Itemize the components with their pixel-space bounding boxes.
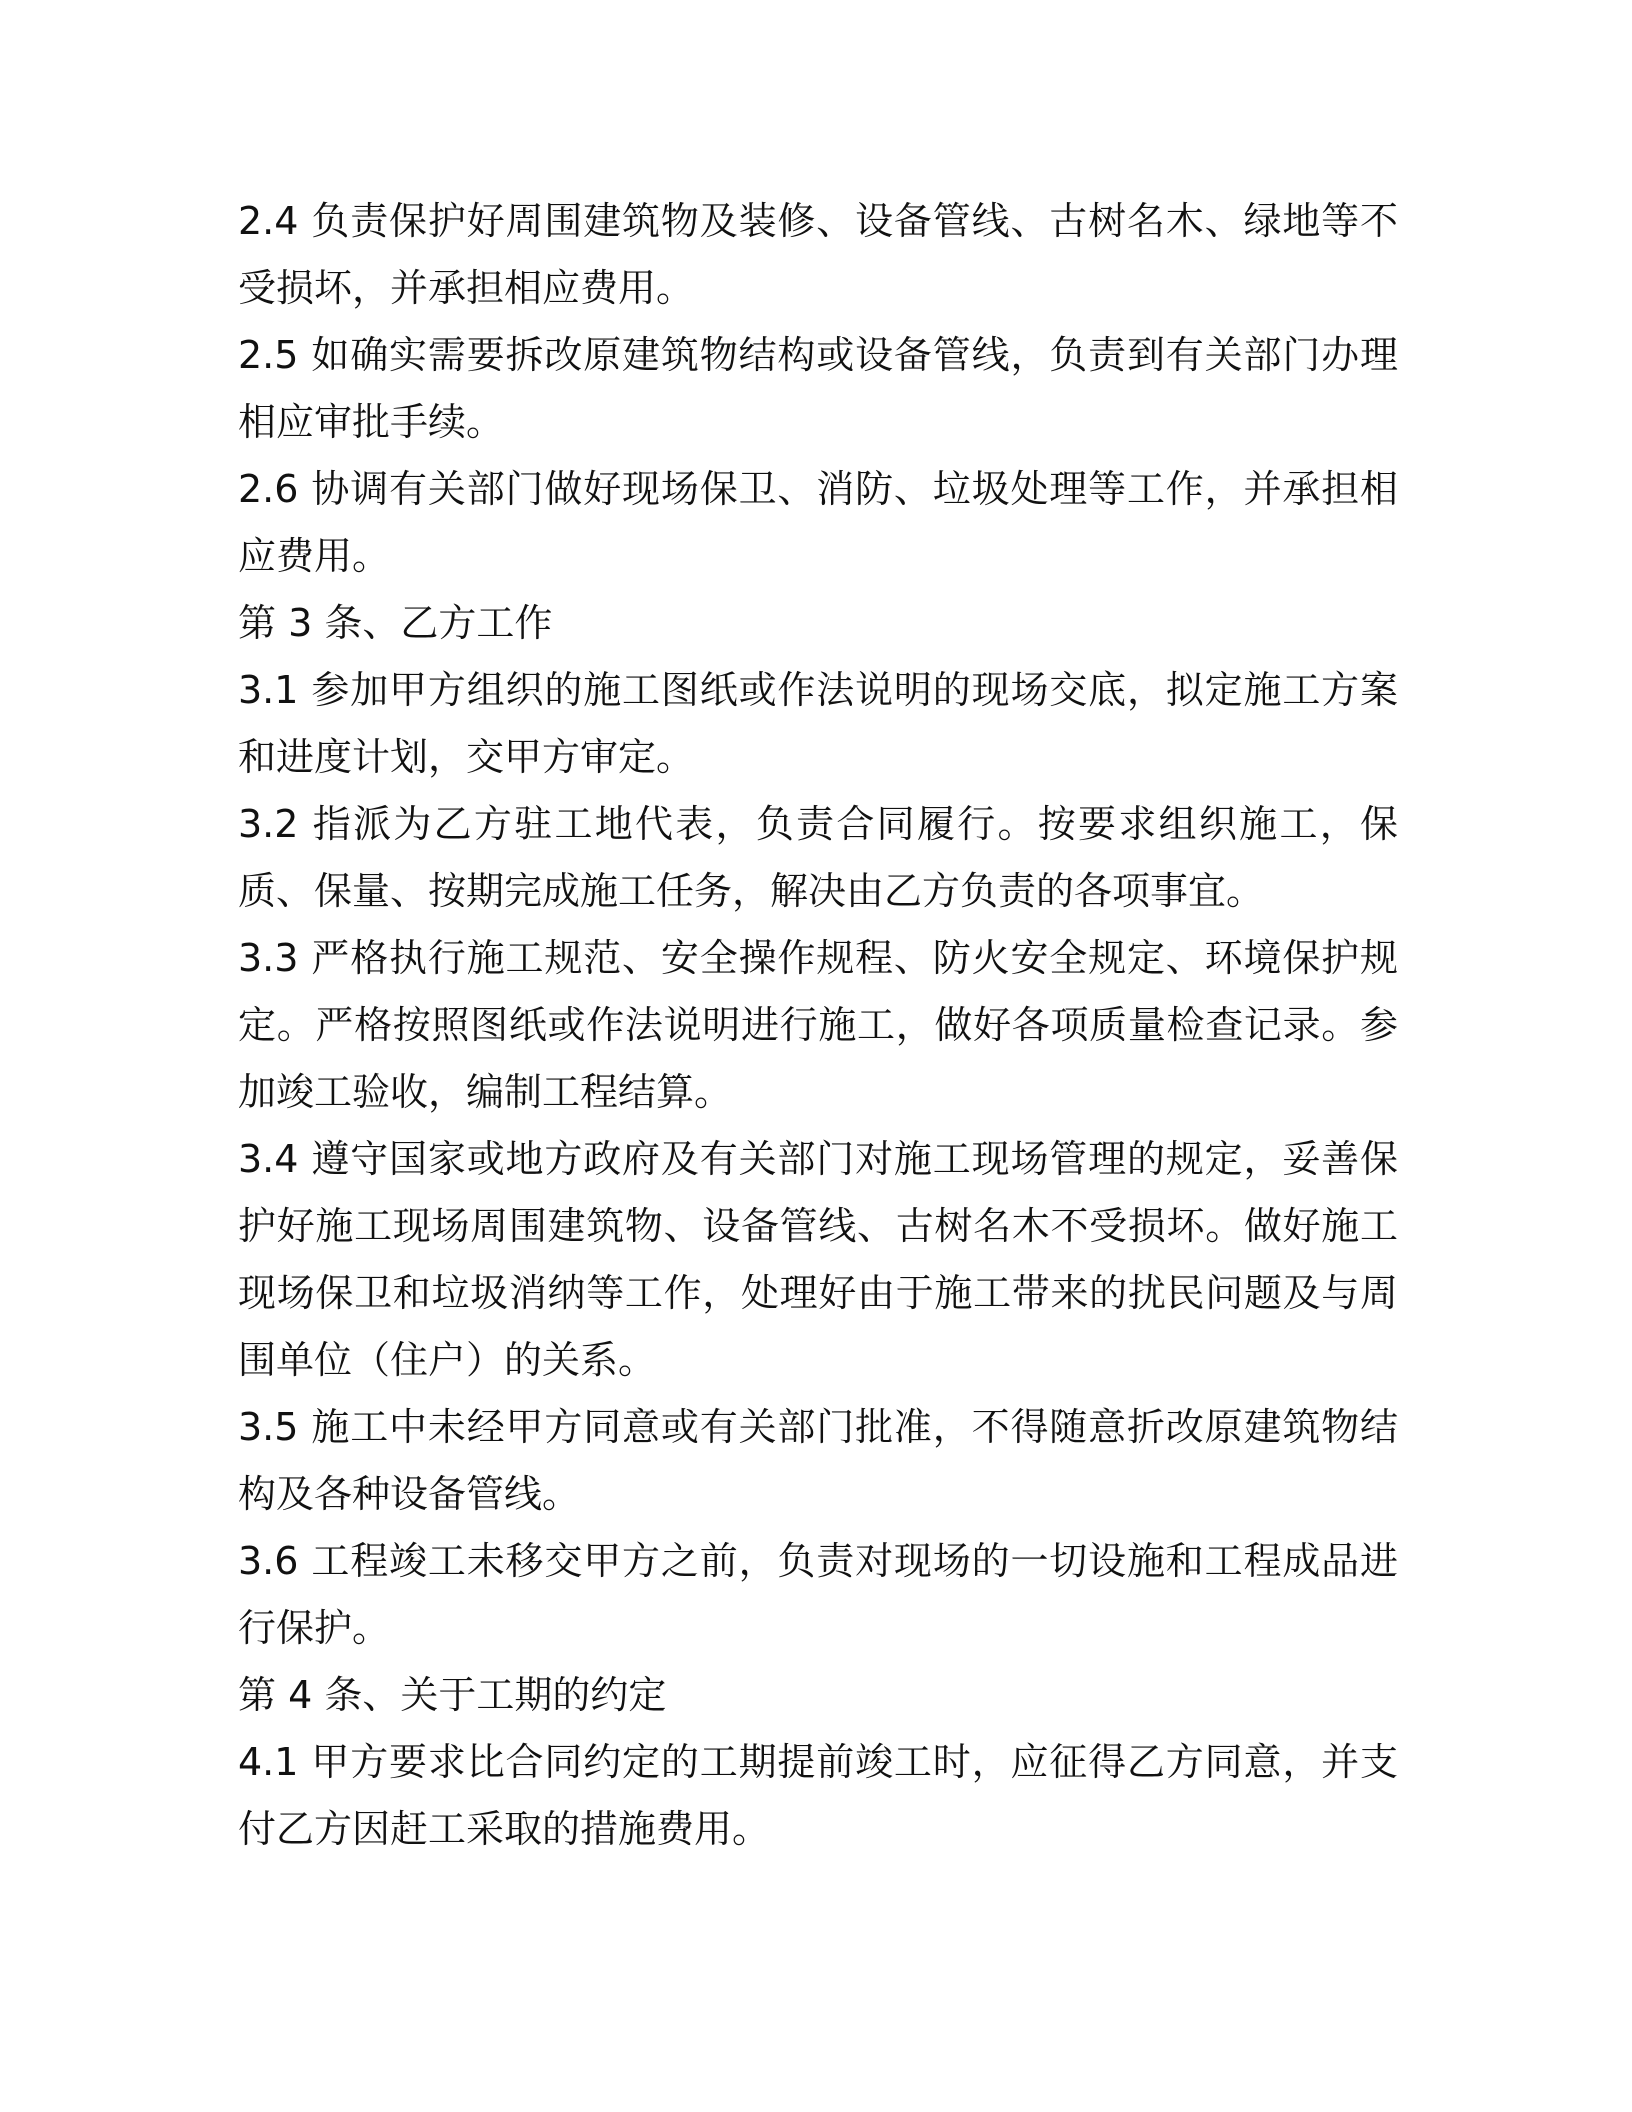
- clause-2-6: 2.6 协调有关部门做好现场保卫、消防、垃圾处理等工作，并承担相应费用。: [238, 467, 1398, 578]
- clause-3-3: 3.3 严格执行施工规范、安全操作规程、防火安全规定、环境保护规定。严格按照图纸或作法说明进行施工，做好各项质量检查记录。参加竣工验收，编制工程结算。: [238, 936, 1398, 1114]
- clause-3-1: 3.1 参加甲方组织的施工图纸或作法说明的现场交底，拟定施工方案和进度计划，交甲方审定。: [238, 668, 1398, 779]
- article-3-heading: 第 3 条、乙方工作: [238, 601, 553, 645]
- clause-4-1: 4.1 甲方要求比合同约定的工期提前竣工时，应征得乙方同意，并支付乙方因赶工采取的措施费用。: [238, 1740, 1398, 1851]
- clause-3-6: 3.6 工程竣工未移交甲方之前，负责对现场的一切设施和工程成品进行保护。: [238, 1539, 1398, 1650]
- clause-3-2: 3.2 指派为乙方驻工地代表，负责合同履行。按要求组织施工，保质、保量、按期完成施工任务，解决由乙方负责的各项事宜。: [238, 802, 1398, 913]
- document-body: [238, 188, 1398, 1863]
- article-4-heading: 第 4 条、关于工期的约定: [238, 1673, 667, 1717]
- clause-2-4: 2.4 负责保护好周围建筑物及装修、设备管线、古树名木、绿地等不受损坏，并承担相应费用。: [238, 199, 1398, 310]
- clause-3-5: 3.5 施工中未经甲方同意或有关部门批准，不得随意折改原建筑物结构及各种设备管线。: [238, 1405, 1398, 1516]
- clause-3-4: 3.4 遵守国家或地方政府及有关部门对施工现场管理的规定，妥善保护好施工现场周围建筑物、设备管线、古树名木不受损坏。做好施工现场保卫和垃圾消纳等工作，处理好由于施工带来的扰民问题及与周围单位（住户）的关系。: [238, 1137, 1398, 1382]
- clause-2-5: 2.5 如确实需要拆改原建筑物结构或设备管线，负责到有关部门办理相应审批手续。: [238, 333, 1398, 444]
